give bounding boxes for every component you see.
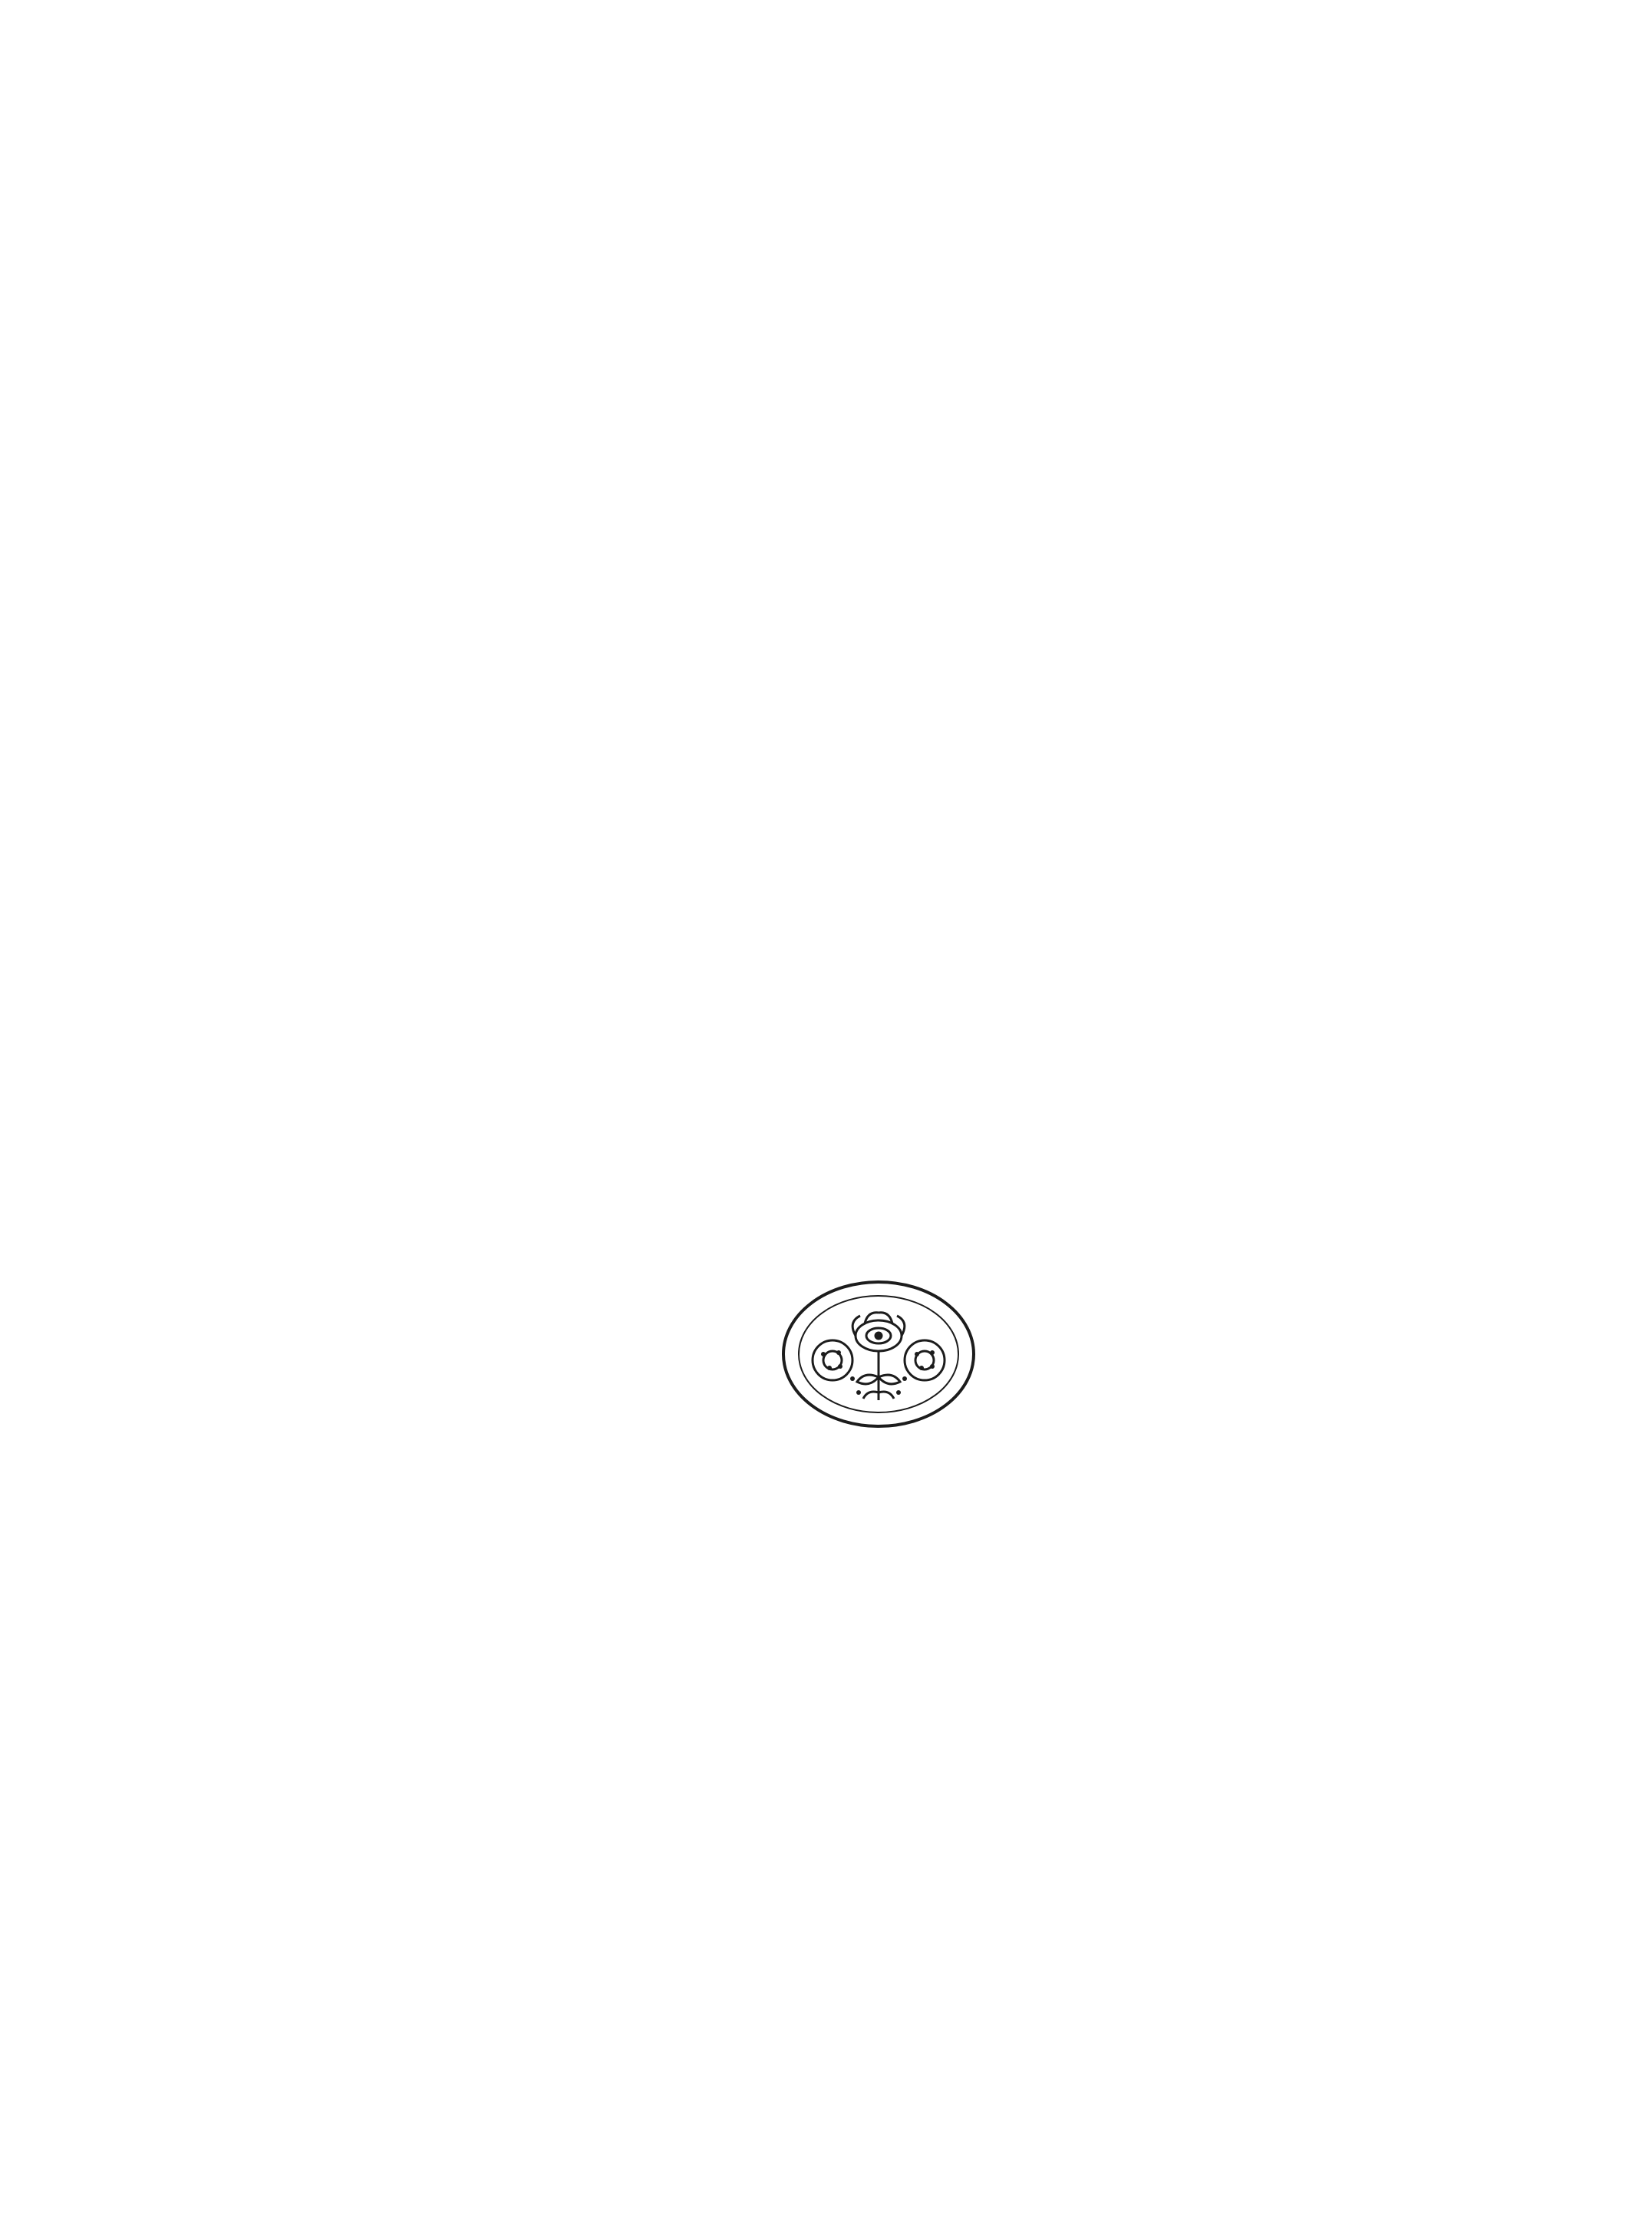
floral-vignette-icon bbox=[779, 1277, 978, 1431]
